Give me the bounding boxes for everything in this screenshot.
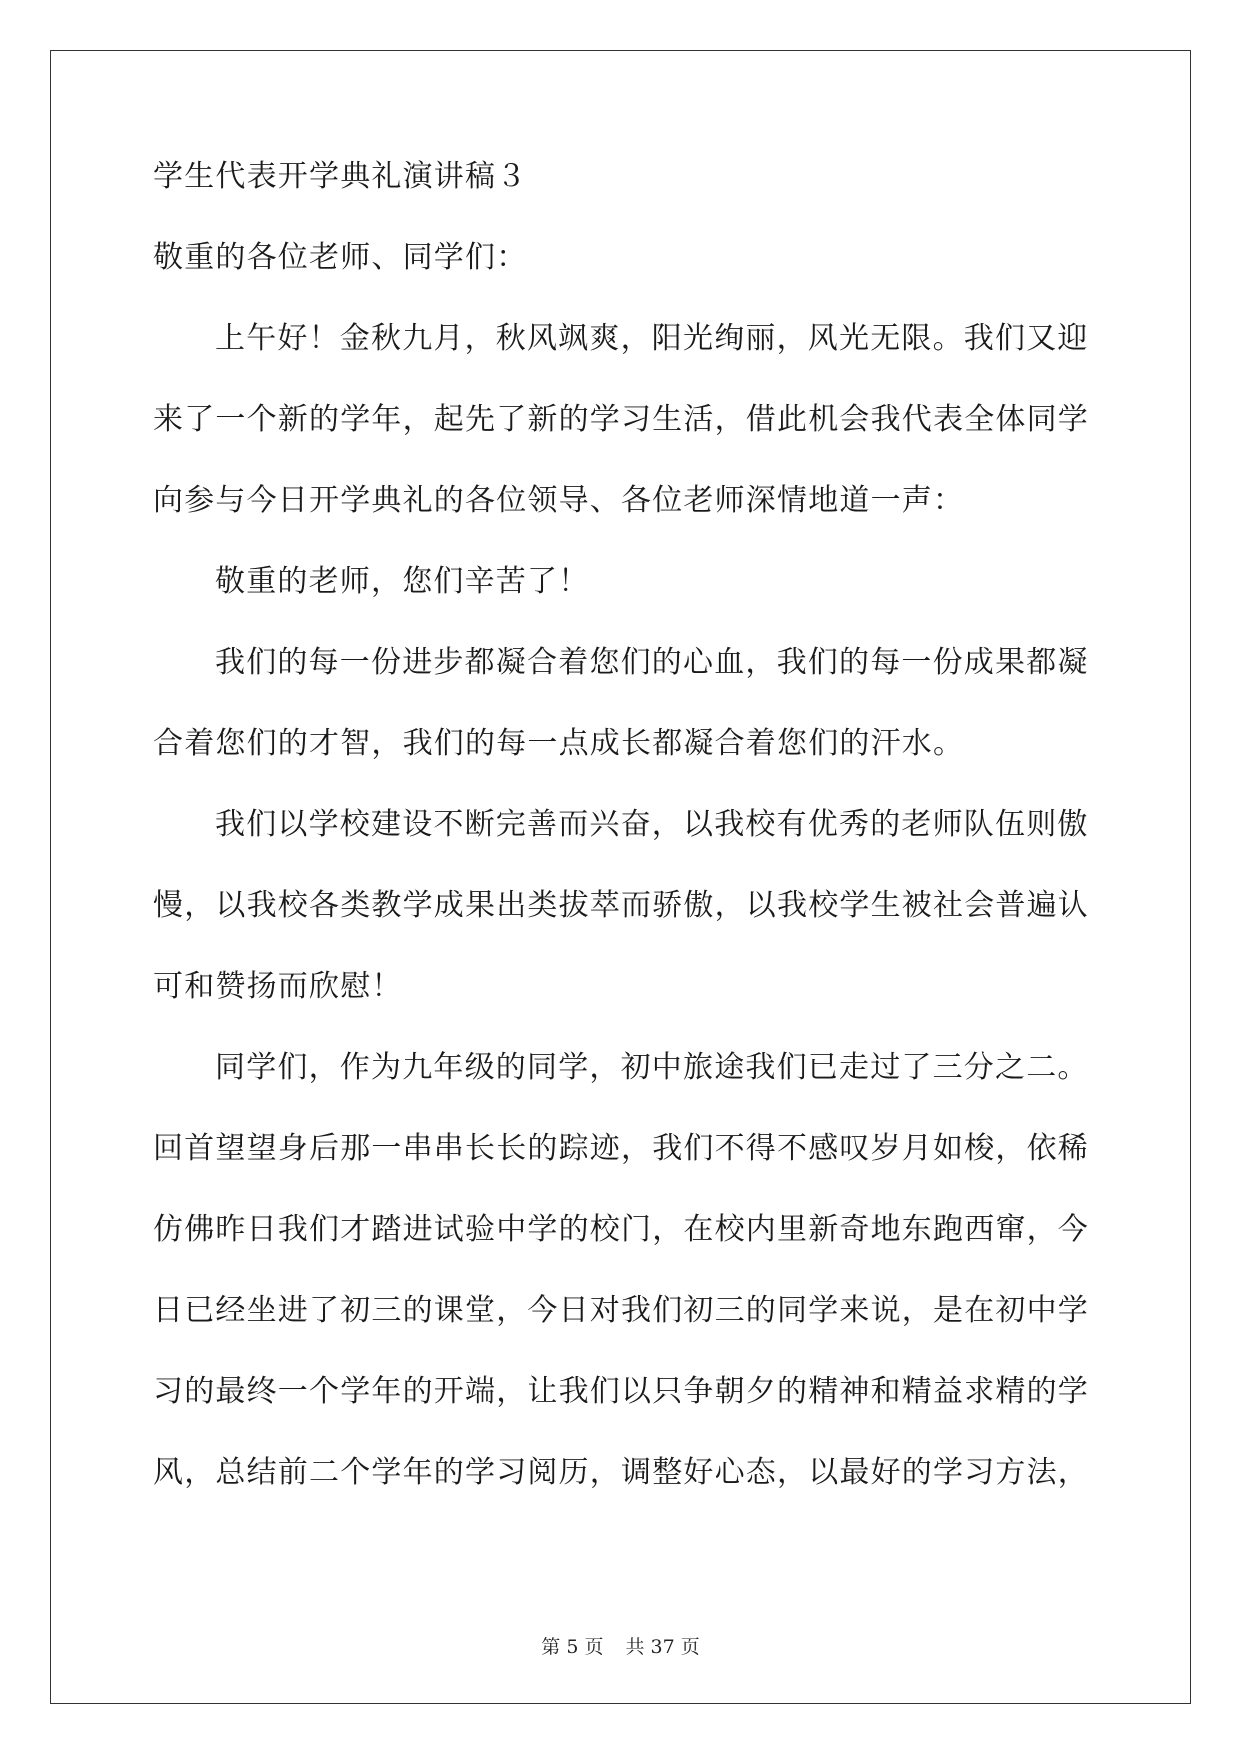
document-title: 学生代表开学典礼演讲稿３ — [153, 159, 528, 194]
text-line: 合着您们的才智，我们的每一点成长都凝合着您们的汗水。 — [153, 726, 965, 761]
text-line: 习的最终一个学年的开端，让我们以只争朝夕的精神和精益求精的学 — [153, 1374, 1089, 1409]
salutation: 敬重的各位老师、同学们： — [153, 240, 528, 275]
text-line: 仿佛昨日我们才踏进试验中学的校门，在校内里新奇地东跑西窜，今 — [153, 1212, 1089, 1247]
text-line: 来了一个新的学年，起先了新的学习生活，借此机会我代表全体同学 — [153, 402, 1089, 437]
text-line: 我们以学校建设不断完善而兴奋，以我校有优秀的老师队伍则傲 — [215, 807, 1089, 842]
text-line: 同学们，作为九年级的同学，初中旅途我们已走过了三分之二。 — [215, 1050, 1089, 1085]
text-line: 上午好！金秋九月，秋风飒爽，阳光绚丽，风光无限。我们又迎 — [215, 321, 1089, 356]
document-body — [153, 159, 1095, 1539]
text-line: 向参与今日开学典礼的各位领导、各位老师深情地道一声： — [153, 483, 965, 518]
page-footer — [0, 1637, 1241, 1657]
text-line: 敬重的老师，您们辛苦了！ — [215, 564, 590, 599]
text-line: 我们的每一份进步都凝合着您们的心血，我们的每一份成果都凝 — [215, 645, 1089, 680]
page-total: 共 37 页 — [625, 1636, 700, 1658]
text-line: 日已经坐进了初三的课堂，今日对我们初三的同学来说，是在初中学 — [153, 1293, 1089, 1328]
text-line: 风，总结前二个学年的学习阅历，调整好心态，以最好的学习方法， — [153, 1455, 1089, 1490]
text-line: 慢，以我校各类教学成果出类拔萃而骄傲，以我校学生被社会普遍认 — [153, 888, 1089, 923]
body-text — [153, 321, 1095, 1490]
text-line: 可和赞扬而欣慰！ — [153, 969, 403, 1004]
text-line: 回首望望身后那一串串长长的踪迹，我们不得不感叹岁月如梭，依稀 — [153, 1131, 1089, 1166]
page-number: 第 5 页 — [541, 1636, 604, 1658]
